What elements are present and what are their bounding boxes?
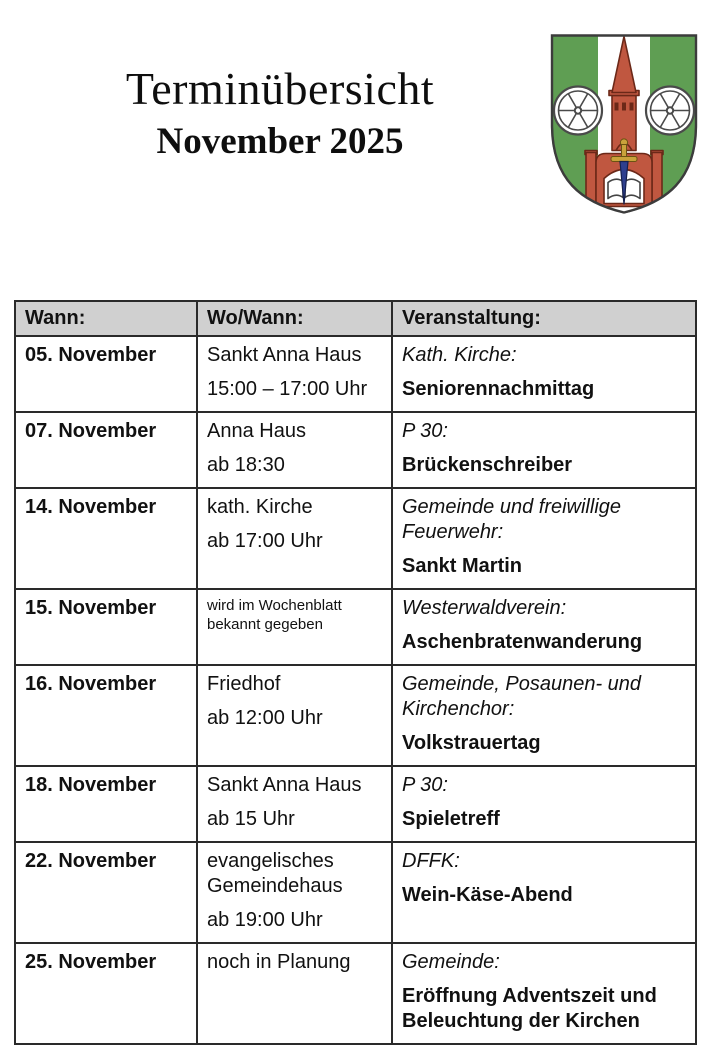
event-date: 14. November [25,496,157,518]
event-line: Gemeinde, Posaunen- und Kirchenchor: [402,673,642,720]
cell-date [15,943,197,1044]
cell-where [197,943,392,1044]
cell-event [392,488,696,589]
where-line: ab 19:00 Uhr [207,909,323,931]
event-line: Sankt Martin [402,555,523,577]
where-line: ab 18:30 [207,454,285,476]
table-row [15,412,696,488]
event-date: 07. November [25,420,157,442]
event-date: 18. November [25,774,157,796]
table-row [15,488,696,589]
table-row [15,842,696,943]
event-line: P 30: [402,420,448,442]
cell-event [392,842,696,943]
cell-date [15,488,197,589]
where-line: Sankt Anna Haus [207,774,362,796]
table-row [15,589,696,665]
col-header-wo-wann: Wo/Wann: [197,301,392,336]
where-line: ab 15 Uhr [207,808,295,830]
schedule-table [14,300,697,1045]
cell-where [197,589,392,665]
event-date: 22. November [25,850,157,872]
table-row [15,665,696,766]
cell-date [15,842,197,943]
coat-of-arms-graphic [548,32,700,216]
page-title: Terminübersicht [125,63,435,114]
event-line: Volkstrauertag [402,732,541,754]
coat-of-arms [548,32,700,216]
where-line: 15:00 – 17:00 Uhr [207,378,368,400]
cell-date [15,336,197,412]
event-date: 15. November [25,597,157,619]
wheel-right-icon [646,87,694,135]
event-line: Gemeinde: [402,951,500,973]
page-subtitle: November 2025 [156,121,404,162]
cell-date [15,766,197,842]
where-line: wird im Wochenblatt bekannt gegeben [207,597,342,633]
wheel-left-icon [554,87,602,135]
cell-date [15,665,197,766]
where-line: Anna Haus [207,420,306,442]
where-line: kath. Kirche [207,496,313,518]
event-line: Seniorennachmittag [402,378,595,400]
event-date: 16. November [25,673,157,695]
where-line: evangelisches Gemeindehaus [207,850,343,897]
cell-event [392,943,696,1044]
cell-where [197,766,392,842]
cell-where [197,665,392,766]
event-date: 05. November [25,344,157,366]
table-header-row [15,301,696,336]
where-line: noch in Planung [207,951,351,973]
cell-date [15,589,197,665]
table-row [15,943,696,1044]
schedule-table-body [15,336,696,1044]
event-line: Westerwaldverein: [402,597,567,619]
where-line: ab 12:00 Uhr [207,707,323,729]
cell-where [197,336,392,412]
where-line: ab 17:00 Uhr [207,530,323,552]
event-line: Spieletreff [402,808,500,830]
cell-where [197,842,392,943]
event-line: Eröffnung Adventszeit und Beleuchtung der Kirchen [402,985,657,1032]
event-line: Gemeinde und freiwillige Feuerwehr: [402,496,622,543]
where-line: Sankt Anna Haus [207,344,362,366]
table-row [15,766,696,842]
where-line: Friedhof [207,673,281,695]
title-block [40,62,520,163]
event-line: Brückenschreiber [402,454,573,476]
cell-where [197,412,392,488]
cell-event [392,766,696,842]
cell-event [392,665,696,766]
event-line: P 30: [402,774,448,796]
table-row [15,336,696,412]
cell-event [392,412,696,488]
cell-event [392,589,696,665]
event-line: Kath. Kirche: [402,344,517,366]
col-header-veranstaltung: Veranstaltung: [392,301,696,336]
cell-event [392,336,696,412]
cell-where [197,488,392,589]
cell-date [15,412,197,488]
col-header-wann: Wann: [15,301,197,336]
event-line: Wein-Käse-Abend [402,884,573,906]
event-line: Aschenbratenwanderung [402,631,643,653]
event-date: 25. November [25,951,157,973]
event-line: DFFK: [402,850,460,872]
